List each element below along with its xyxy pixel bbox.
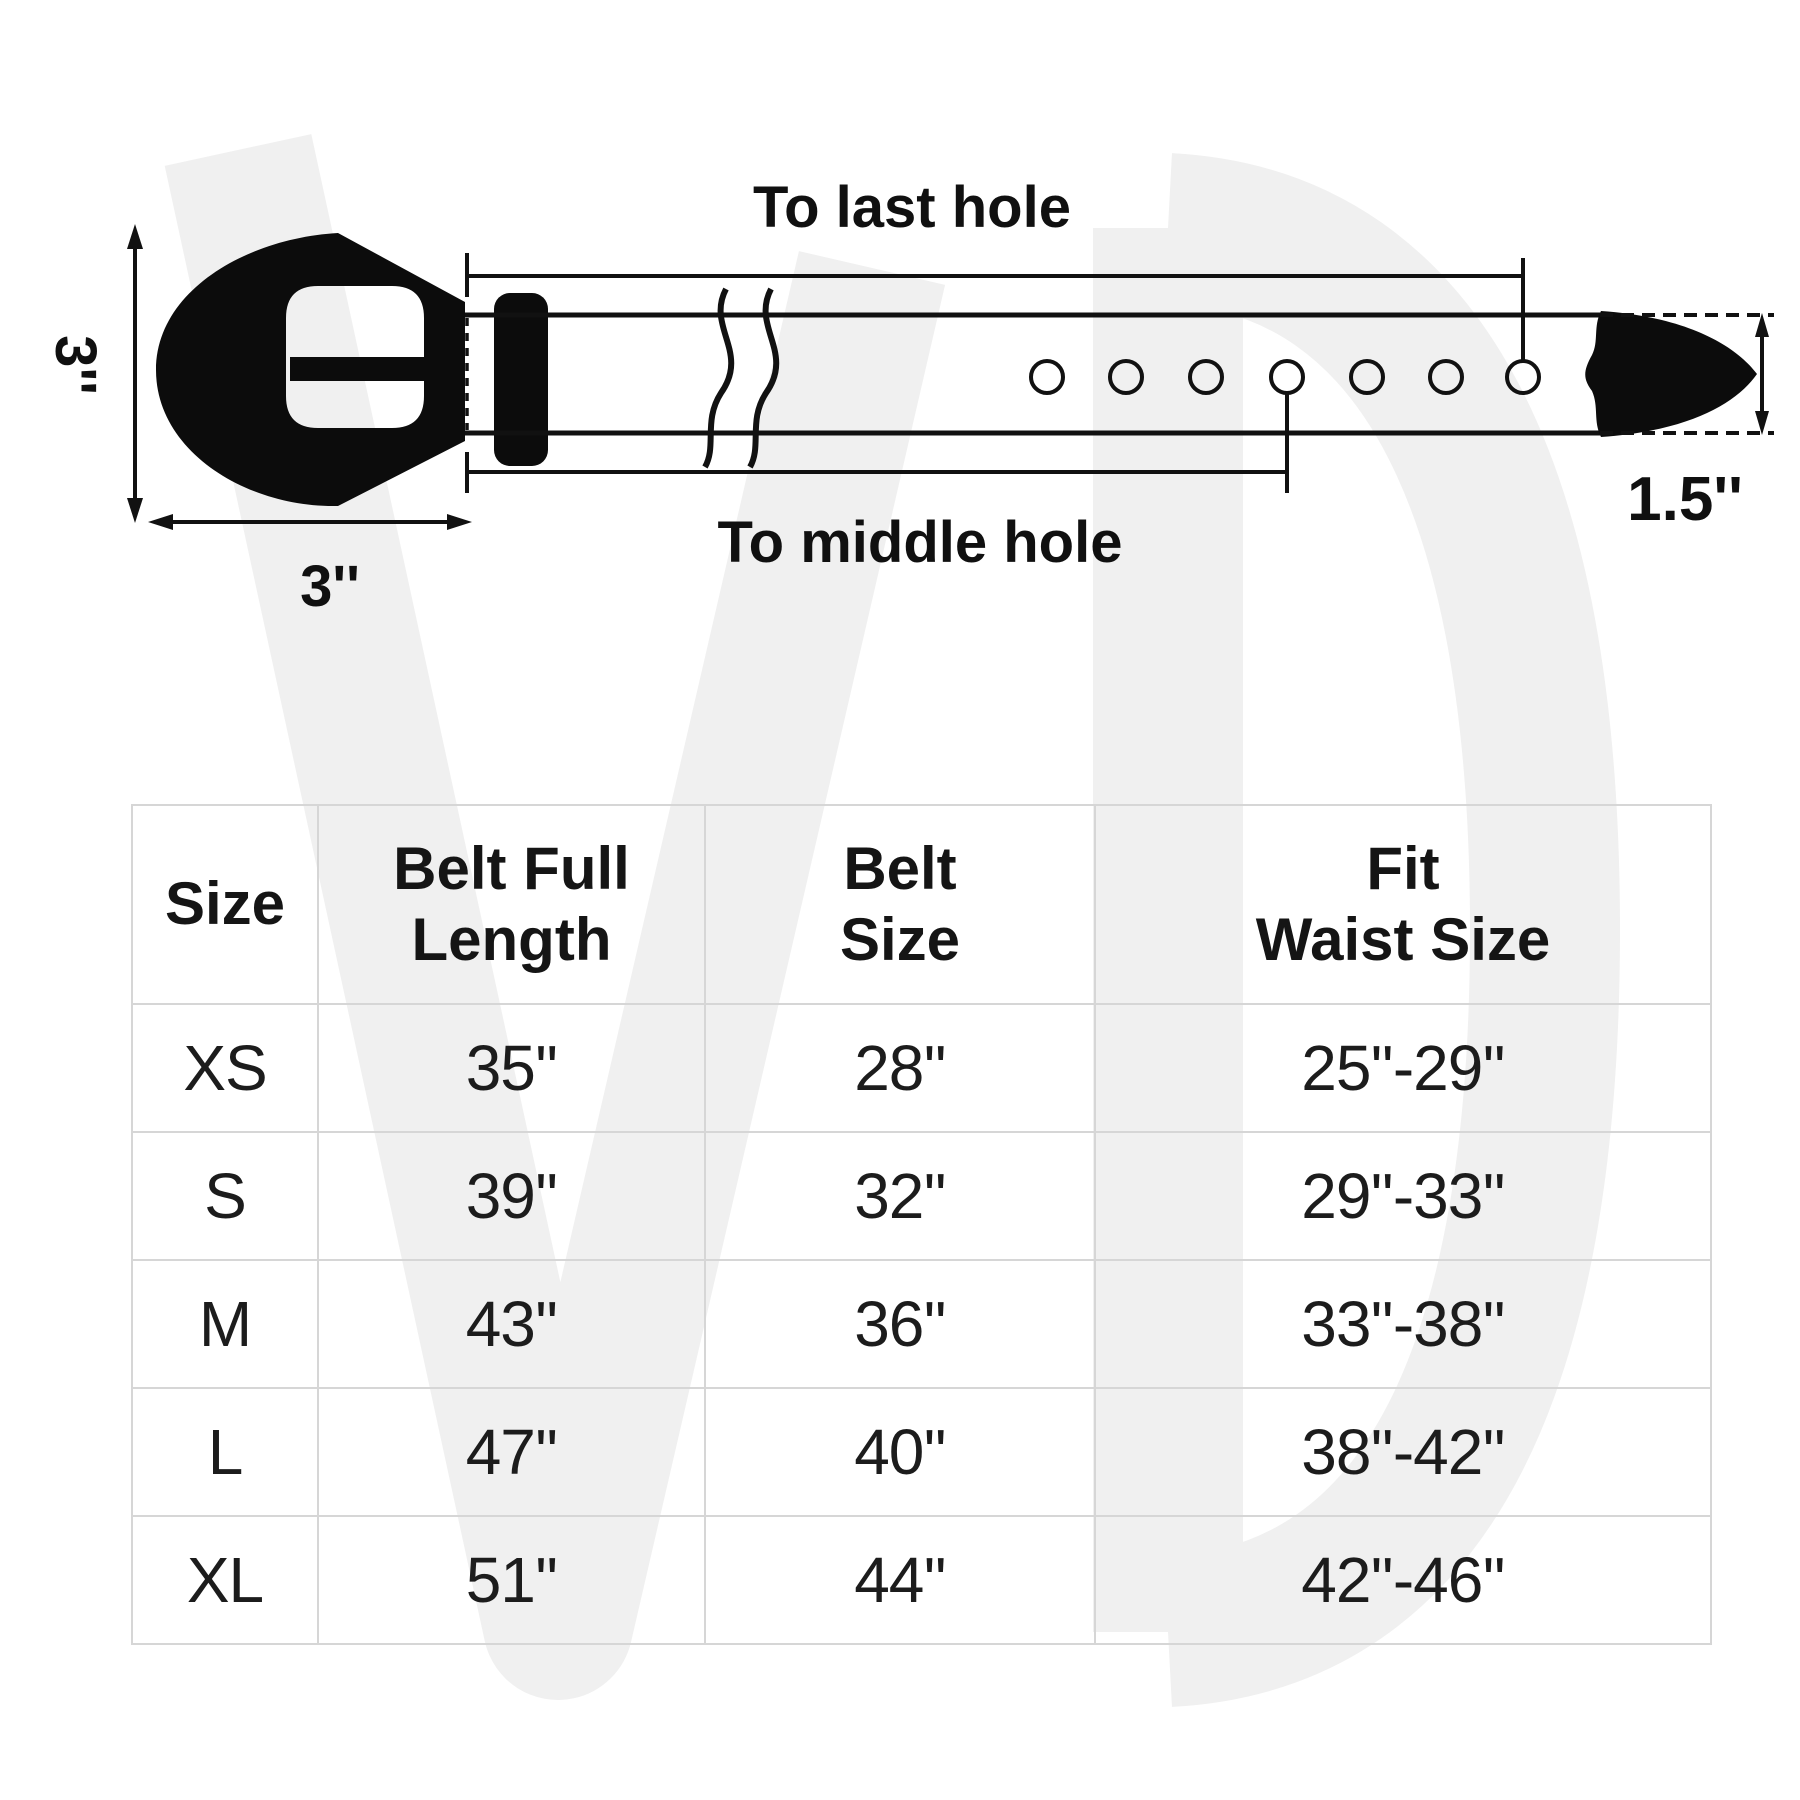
strap-width-label: 1.5'' (1627, 465, 1743, 534)
table-row-s (132, 1132, 1711, 1260)
arrow-left-icon (148, 514, 173, 530)
to-last-hole-dimension (467, 253, 1523, 361)
cell-belt-full-length: 35'' (318, 1004, 705, 1132)
arrow-right-icon (447, 514, 472, 530)
buckle-height-label: 3'' (43, 335, 108, 395)
belt-diagram (0, 0, 1800, 800)
cell-belt-size: 28'' (705, 1004, 1095, 1132)
cell-belt-full-length: 43'' (318, 1260, 705, 1388)
header-cell-size (132, 805, 318, 1004)
buckle-height-dimension (127, 224, 143, 523)
belt-hole (1430, 361, 1462, 393)
header-line: Size (839, 905, 961, 973)
belt-hole-middle (1271, 361, 1303, 393)
header-line: Size (164, 870, 286, 938)
cell-belt-size: 36'' (705, 1260, 1095, 1388)
belt-hole (1351, 361, 1383, 393)
belt-holes (1031, 361, 1539, 393)
belt-hole (1190, 361, 1222, 393)
belt-hole (1031, 361, 1063, 393)
table-row-m (132, 1260, 1711, 1388)
cell-size: XL (132, 1516, 318, 1644)
cell-size: L (132, 1388, 318, 1516)
size-table (131, 804, 1712, 1645)
cell-belt-full-length: 51'' (318, 1516, 705, 1644)
cell-belt-full-length: 47'' (318, 1388, 705, 1516)
header-cell-fit-waist-size (1095, 805, 1711, 1004)
cell-fit-waist-size: 38''-42'' (1095, 1388, 1711, 1516)
header-line: Waist Size (1255, 905, 1551, 973)
belt-hole (1110, 361, 1142, 393)
table-row-xs (132, 1004, 1711, 1132)
cell-belt-size: 40'' (705, 1388, 1095, 1516)
buckle-prong-tip (426, 349, 452, 389)
belt-tip (1585, 311, 1757, 437)
to-middle-hole-dimension (467, 393, 1287, 493)
header-line: Belt (843, 834, 957, 902)
table-row-xl (132, 1516, 1711, 1644)
header-cell-belt-full-length (318, 805, 705, 1004)
to-last-hole-label: To last hole (753, 175, 1071, 240)
cell-fit-waist-size: 33''-38'' (1095, 1260, 1711, 1388)
header-line: Fit (1366, 834, 1440, 902)
arrow-down-icon (127, 498, 143, 523)
cell-belt-full-length: 39'' (318, 1132, 705, 1260)
cell-size: S (132, 1132, 318, 1260)
buckle-width-dimension (148, 514, 472, 530)
buckle-width-label: 3'' (300, 554, 360, 619)
cell-fit-waist-size: 42''-46'' (1095, 1516, 1711, 1644)
cell-fit-waist-size: 25''-29'' (1095, 1004, 1711, 1132)
cell-belt-size: 44'' (705, 1516, 1095, 1644)
cell-size: M (132, 1260, 318, 1388)
belt-hole-last (1507, 361, 1539, 393)
header-line: Belt Full (393, 834, 630, 902)
belt-keeper (494, 293, 548, 466)
header-line: Length (411, 905, 612, 973)
cell-fit-waist-size: 29''-33'' (1095, 1132, 1711, 1260)
cell-belt-size: 32'' (705, 1132, 1095, 1260)
to-middle-hole-label: To middle hole (717, 510, 1123, 575)
cell-size: XS (132, 1004, 318, 1132)
table-row-l (132, 1388, 1711, 1516)
buckle-prong (290, 357, 448, 381)
table-header-row (132, 805, 1711, 1004)
header-cell-belt-size (705, 805, 1095, 1004)
arrow-up-icon (127, 224, 143, 249)
